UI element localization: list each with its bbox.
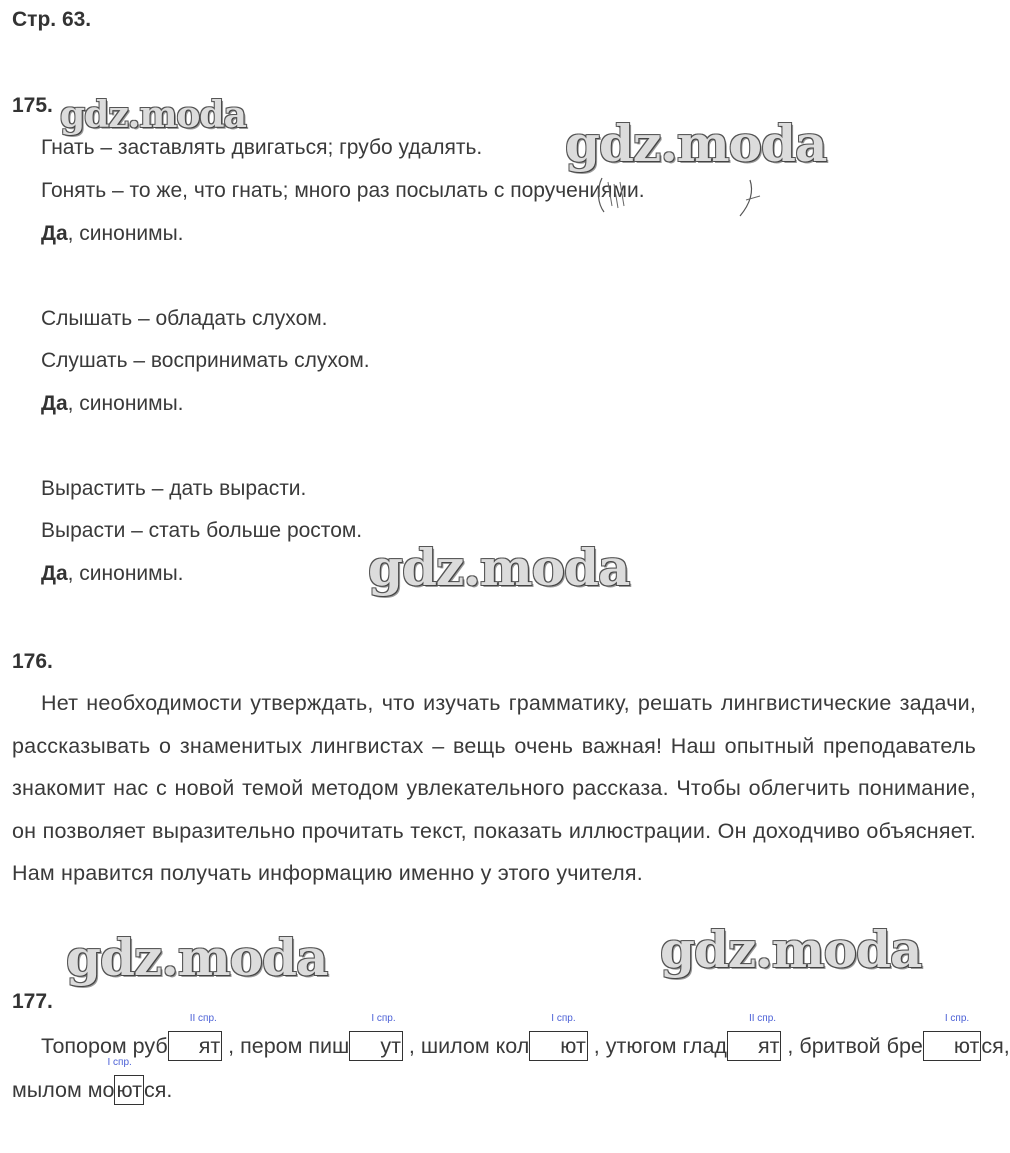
watermark-logo: gdz.moda xyxy=(565,114,827,173)
answer-bold: Да xyxy=(41,222,68,245)
definition-line: Слушать – воспринимать слухом. xyxy=(41,349,370,372)
exercise-number-177: 177. xyxy=(12,990,53,1013)
word-tail: ся. xyxy=(143,1078,173,1102)
answer-bold: Да xyxy=(41,562,68,585)
word-stem: Топором руб xyxy=(41,1034,168,1058)
word-stem: пером пиш xyxy=(234,1034,350,1058)
answer-bold: Да xyxy=(41,392,68,415)
verb-ending: ят xyxy=(757,1034,780,1058)
verb-ending-box xyxy=(107,1057,144,1105)
conjugation-label: II спр. xyxy=(748,1013,777,1024)
answer-rest: , синонимы. xyxy=(67,222,184,245)
page-label: Стр. 63. xyxy=(12,8,92,31)
verb-ending-box xyxy=(727,1013,782,1061)
verb-ending: ют xyxy=(560,1034,586,1058)
definition-line: Вырастить – дать вырасти. xyxy=(41,477,307,500)
conjugation-label: I спр. xyxy=(107,1057,132,1068)
word-tail: , xyxy=(222,1034,235,1058)
conjugation-label: I спр. xyxy=(944,1013,970,1024)
conjugation-label: II спр. xyxy=(189,1013,217,1024)
answer-line xyxy=(41,392,184,416)
word-stem: утюгом глад xyxy=(599,1034,727,1058)
definition-line: Гонять – то же, что гнать; много раз посылать с поручениями. xyxy=(41,179,645,202)
exercise-number-176: 176. xyxy=(12,650,53,673)
verb-ending-box xyxy=(923,1013,982,1061)
definition-line: Вырасти – стать больше ростом. xyxy=(41,519,363,542)
scribble-mark xyxy=(590,176,770,226)
word-tail: , xyxy=(781,1034,794,1058)
watermark-logo: gdz.moda xyxy=(368,538,630,597)
exercise-177-line xyxy=(12,1013,1010,1068)
exercise-176-text: Нет необходимости утверждать, что изучать грамматику, решать лингвистические задачи, рассказывать о знаменитых лингвистах – вещь очень важная! Наш опытный преподаватель знакомит нас с новой темой методом увлекательного рассказа. Чтобы облегчить понимание, он позволяет выразительно прочитать текст, показать иллюстрации. Он доходчиво объясняет. Нам нравится получать информацию именно у этого учителя. xyxy=(12,691,976,885)
word-tail: , xyxy=(587,1034,600,1058)
word-stem: бритвой бре xyxy=(793,1034,923,1058)
exercise-number-175: 175. xyxy=(12,94,53,117)
verb-ending: ют xyxy=(953,1034,980,1058)
answer-line xyxy=(41,222,184,246)
answer-rest: , синонимы. xyxy=(67,392,184,415)
watermark-logo: gdz.moda xyxy=(660,920,922,979)
verb-ending: ут xyxy=(380,1034,401,1058)
watermark-logo: gdz.moda xyxy=(66,928,328,987)
word-tail: , xyxy=(402,1034,415,1058)
verb-ending: ят xyxy=(198,1034,221,1058)
word-tail: ся, xyxy=(981,1034,1010,1058)
conjugation-label: I спр. xyxy=(371,1013,396,1024)
definition-line: Слышать – обладать слухом. xyxy=(41,307,328,330)
watermark-logo: gdz.moda xyxy=(60,94,246,136)
word-stem: шилом кол xyxy=(414,1034,530,1058)
word-stem: мылом мо xyxy=(12,1078,115,1102)
exercise-177-text xyxy=(12,1013,1010,1112)
verb-ending: ют xyxy=(116,1078,142,1102)
definition-line: Гнать – заставлять двигаться; грубо удалять. xyxy=(41,136,483,159)
answer-rest: , синонимы. xyxy=(67,562,184,585)
verb-ending-box xyxy=(529,1013,588,1061)
verb-ending-box xyxy=(349,1013,403,1061)
answer-line xyxy=(41,562,184,586)
exercise-177-line xyxy=(12,1057,982,1112)
verb-ending-box xyxy=(168,1013,223,1061)
conjugation-label: I спр. xyxy=(551,1013,576,1024)
